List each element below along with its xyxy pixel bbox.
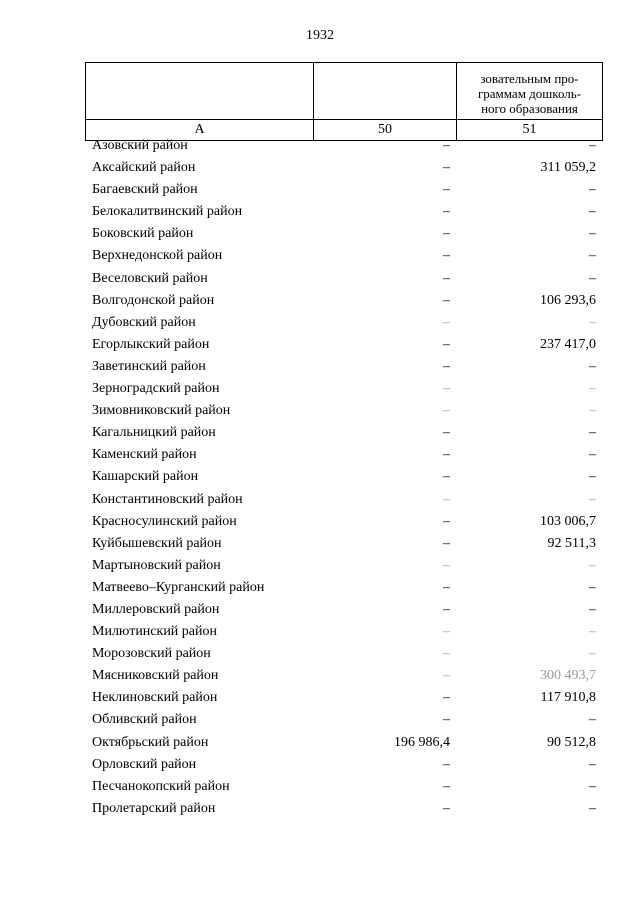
row-value-50: – <box>443 469 450 485</box>
row-name: Егорлыкский район <box>92 336 210 352</box>
row-value-51: – <box>589 381 596 397</box>
row-value-50: – <box>443 491 450 507</box>
table-body <box>0 136 640 821</box>
row-value-50: 196 986,4 <box>394 734 450 750</box>
row-value-51: – <box>589 624 596 640</box>
row-name: Каменский район <box>92 447 197 463</box>
table-row <box>0 202 640 224</box>
row-value-50: – <box>443 668 450 684</box>
row-value-51: 92 511,3 <box>547 535 596 551</box>
row-value-50: – <box>443 646 450 662</box>
header-label-50: 50 <box>314 120 457 141</box>
row-value-50: – <box>443 270 450 286</box>
table-row <box>0 644 640 666</box>
row-value-51: – <box>589 248 596 264</box>
row-value-50: – <box>443 756 450 772</box>
row-value-51: – <box>589 138 596 153</box>
row-value-51: – <box>589 182 596 198</box>
row-value-51: – <box>589 557 596 573</box>
row-value-50: – <box>443 712 450 728</box>
row-value-51: 311 059,2 <box>540 160 596 176</box>
row-value-51: – <box>589 579 596 595</box>
row-name: Азовский район <box>92 138 188 153</box>
table-row <box>0 423 640 445</box>
row-value-51: – <box>589 712 596 728</box>
row-value-50: – <box>443 425 450 441</box>
row-value-50: – <box>443 358 450 374</box>
row-value-51: 106 293,6 <box>540 292 596 308</box>
row-value-51: 90 512,8 <box>547 734 596 750</box>
row-value-50: – <box>443 292 450 308</box>
row-value-50: – <box>443 601 450 617</box>
table-row <box>0 710 640 732</box>
table-row <box>0 357 640 379</box>
row-name: Константиновский район <box>92 491 243 507</box>
table-header <box>85 62 603 141</box>
table-row <box>0 556 640 578</box>
row-value-50: – <box>443 535 450 551</box>
row-value-50: – <box>443 336 450 352</box>
table-row <box>0 445 640 467</box>
table-row <box>0 578 640 600</box>
table-row <box>0 401 640 423</box>
row-value-50: – <box>443 690 450 706</box>
row-name: Морозовский район <box>92 646 211 662</box>
table-row <box>0 269 640 291</box>
header-label-51: 51 <box>457 120 603 141</box>
row-name: Куйбышевский район <box>92 535 222 551</box>
row-value-50: – <box>443 579 450 595</box>
page-number: 1932 <box>306 28 334 43</box>
header-col51-line: зовательным про- <box>480 71 579 86</box>
table-row <box>0 246 640 268</box>
row-value-51: – <box>589 491 596 507</box>
row-name: Обливский район <box>92 712 197 728</box>
header-cell-region <box>86 63 314 120</box>
row-name: Октябрьский район <box>92 734 209 750</box>
table-row <box>0 313 640 335</box>
row-name: Матвеево–Курганский район <box>92 579 265 595</box>
row-value-50: – <box>443 513 450 529</box>
row-name: Пролетарский район <box>92 800 216 816</box>
row-name: Зерноградский район <box>92 381 220 397</box>
row-value-51: – <box>589 314 596 330</box>
row-name: Багаевский район <box>92 182 198 198</box>
row-name: Миллеровский район <box>92 601 220 617</box>
row-name: Песчанокопский район <box>92 778 230 794</box>
row-name: Зимовниковский район <box>92 403 231 419</box>
header-cell-col50 <box>314 63 457 120</box>
row-value-51: – <box>589 447 596 463</box>
table-row <box>0 799 640 821</box>
row-name: Кашарский район <box>92 469 199 485</box>
row-name: Дубовский район <box>92 314 196 330</box>
row-value-51: – <box>589 403 596 419</box>
row-value-51: – <box>589 646 596 662</box>
row-value-51: – <box>589 756 596 772</box>
row-name: Мясниковский район <box>92 668 219 684</box>
row-name: Белокалитвинский район <box>92 204 243 220</box>
row-value-51: – <box>589 358 596 374</box>
row-value-50: – <box>443 160 450 176</box>
row-name: Аксайский район <box>92 160 196 176</box>
table-row <box>0 158 640 180</box>
header-cell-col51 <box>457 63 603 120</box>
row-value-50: – <box>443 624 450 640</box>
row-value-51: – <box>589 226 596 242</box>
row-value-51: – <box>589 469 596 485</box>
row-value-51: – <box>589 800 596 816</box>
row-name: Веселовский район <box>92 270 208 286</box>
row-value-50: – <box>443 403 450 419</box>
row-name: Красносулинский район <box>92 513 237 529</box>
row-value-51: 300 493,7 <box>540 668 596 684</box>
table-row <box>0 291 640 313</box>
table-row <box>0 777 640 799</box>
row-name: Волгодонской район <box>92 292 215 308</box>
row-value-50: – <box>443 204 450 220</box>
row-name: Кагальницкий район <box>92 425 216 441</box>
table-row <box>0 534 640 556</box>
row-name: Заветинский район <box>92 358 206 374</box>
row-value-51: – <box>589 204 596 220</box>
header-col51-line: граммам дошколь- <box>477 86 582 101</box>
row-value-50: – <box>443 778 450 794</box>
row-value-50: – <box>443 447 450 463</box>
row-value-51: – <box>589 601 596 617</box>
row-value-50: – <box>443 800 450 816</box>
row-value-51: – <box>589 270 596 286</box>
table-row <box>0 512 640 534</box>
table-row <box>0 136 640 158</box>
table-row <box>0 467 640 489</box>
row-value-50: – <box>443 138 450 153</box>
header-col51-line: ного образования <box>481 101 578 116</box>
row-name: Верхнедонской район <box>92 248 223 264</box>
table-row <box>0 224 640 246</box>
table-row <box>0 622 640 644</box>
row-value-50: – <box>443 314 450 330</box>
row-value-51: 117 910,8 <box>540 690 596 706</box>
row-value-50: – <box>443 182 450 198</box>
row-name: Неклиновский район <box>92 690 218 706</box>
row-name: Мартыновский район <box>92 557 221 573</box>
table-row <box>0 379 640 401</box>
row-value-51: 237 417,0 <box>540 336 596 352</box>
row-value-50: – <box>443 557 450 573</box>
row-name: Боковский район <box>92 226 194 242</box>
table-row <box>0 733 640 755</box>
row-value-50: – <box>443 226 450 242</box>
row-value-50: – <box>443 248 450 264</box>
table-row <box>0 180 640 202</box>
table-row <box>0 688 640 710</box>
table-row <box>0 755 640 777</box>
table-row <box>0 490 640 512</box>
row-value-51: – <box>589 425 596 441</box>
row-value-51: – <box>589 778 596 794</box>
table-row <box>0 600 640 622</box>
row-name: Орловский район <box>92 756 197 772</box>
table-row <box>0 335 640 357</box>
header-label-a: А <box>86 120 314 141</box>
table-row <box>0 666 640 688</box>
row-value-50: – <box>443 381 450 397</box>
row-value-51: 103 006,7 <box>540 513 596 529</box>
header-row-titles <box>86 63 603 120</box>
row-name: Милютинский район <box>92 624 218 640</box>
